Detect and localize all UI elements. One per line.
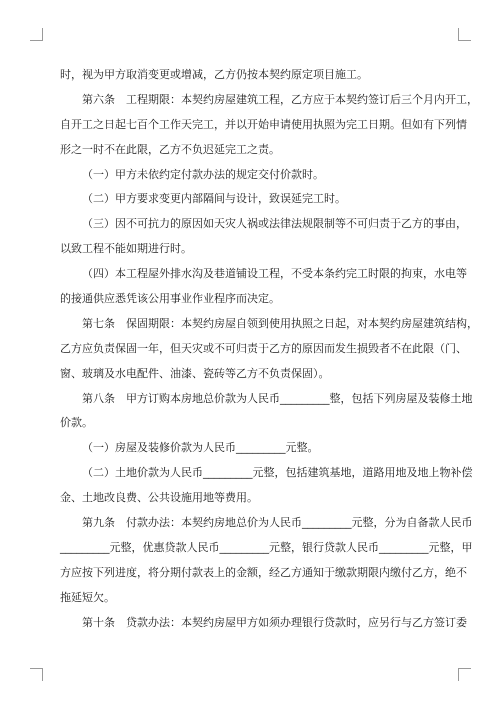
text-line: 第十条 贷款办法：本契约房屋甲方如须办理银行贷款时，应另行与乙方签订委 bbox=[82, 615, 467, 629]
text-line: 第六条 工程期限：本契约房屋建筑工程，乙方应于本契约签订后三个月内开工， bbox=[82, 92, 478, 106]
text-line: 第九条 付款办法：本契约房地总价为人民币_________元整，分为自备款人民币 bbox=[82, 516, 473, 530]
text-line: 价款。 bbox=[60, 416, 93, 430]
text-line: 窗、玻璃及水电配件、油漆、瓷砖等乙方不负责保固）。 bbox=[60, 366, 330, 380]
text-line: 金、土地改良费、公共设施用地等费用。 bbox=[60, 491, 258, 505]
text-line: 自开工之日起七百个工作天完工，并以开始申请使用执照为完工日期。但如有下列情 bbox=[60, 117, 467, 131]
text-line: （二）甲方要求变更内部隔间与设计，致误延完工时。 bbox=[82, 192, 346, 206]
text-line: 形之一时不在此限，乙方不负迟延完工之责。 bbox=[60, 142, 280, 156]
text-line: （四）本工程屋外排水沟及巷道铺设工程，不受本条约完工时限的拘束，水电等 bbox=[82, 267, 467, 281]
text-line: 第七条 保固期限：本契约房屋自领到使用执照之日起，对本契约房屋建筑结构， bbox=[82, 316, 478, 330]
contract-body-text bbox=[60, 63, 478, 635]
text-line: （一）房屋及装修价款为人民币_________元整。 bbox=[82, 441, 319, 455]
text-line: 的接通供应悉凭该公用事业作业程序而决定。 bbox=[60, 292, 280, 306]
text-line: （三）因不可抗力的原因如天灾人祸或法律法规限制等不可归责于乙方的事由， bbox=[82, 217, 467, 231]
text-line: 拖延短欠。 bbox=[60, 590, 115, 604]
text-line: 以致工程不能如期进行时。 bbox=[60, 242, 192, 256]
page-corner-mark-top-right bbox=[458, 28, 471, 41]
page-corner-mark-bottom-left bbox=[30, 668, 43, 681]
text-line: 乙方应负责保固一年，但天灾或不可归责于乙方的原因而发生损毁者不在此限（门、 bbox=[60, 341, 467, 355]
text-line: 第八条 甲方订购本房地总价款为人民币_________整，包括下列房屋及装修土地 bbox=[82, 391, 473, 405]
text-line: 方应按下列进度，将分期付款表上的金额，经乙方通知于缴款期限内缴付乙方，绝不 bbox=[60, 565, 467, 579]
page-corner-mark-top-left bbox=[30, 28, 43, 41]
text-line: （二）土地价款为人民币_________元整，包括建筑基地，道路用地及地上物补偿 bbox=[82, 466, 473, 480]
text-line: （一）甲方未依约定付款办法的规定交付价款时。 bbox=[82, 167, 324, 181]
text-line: _________元整，优惠贷款人民币_________元整，银行贷款人民币_________元整，甲 bbox=[60, 540, 473, 554]
page-corner-mark-bottom-right bbox=[458, 668, 471, 681]
text-line: 时，视为甲方取消变更或增减，乙方仍按本契约原定项目施工。 bbox=[60, 68, 368, 81]
